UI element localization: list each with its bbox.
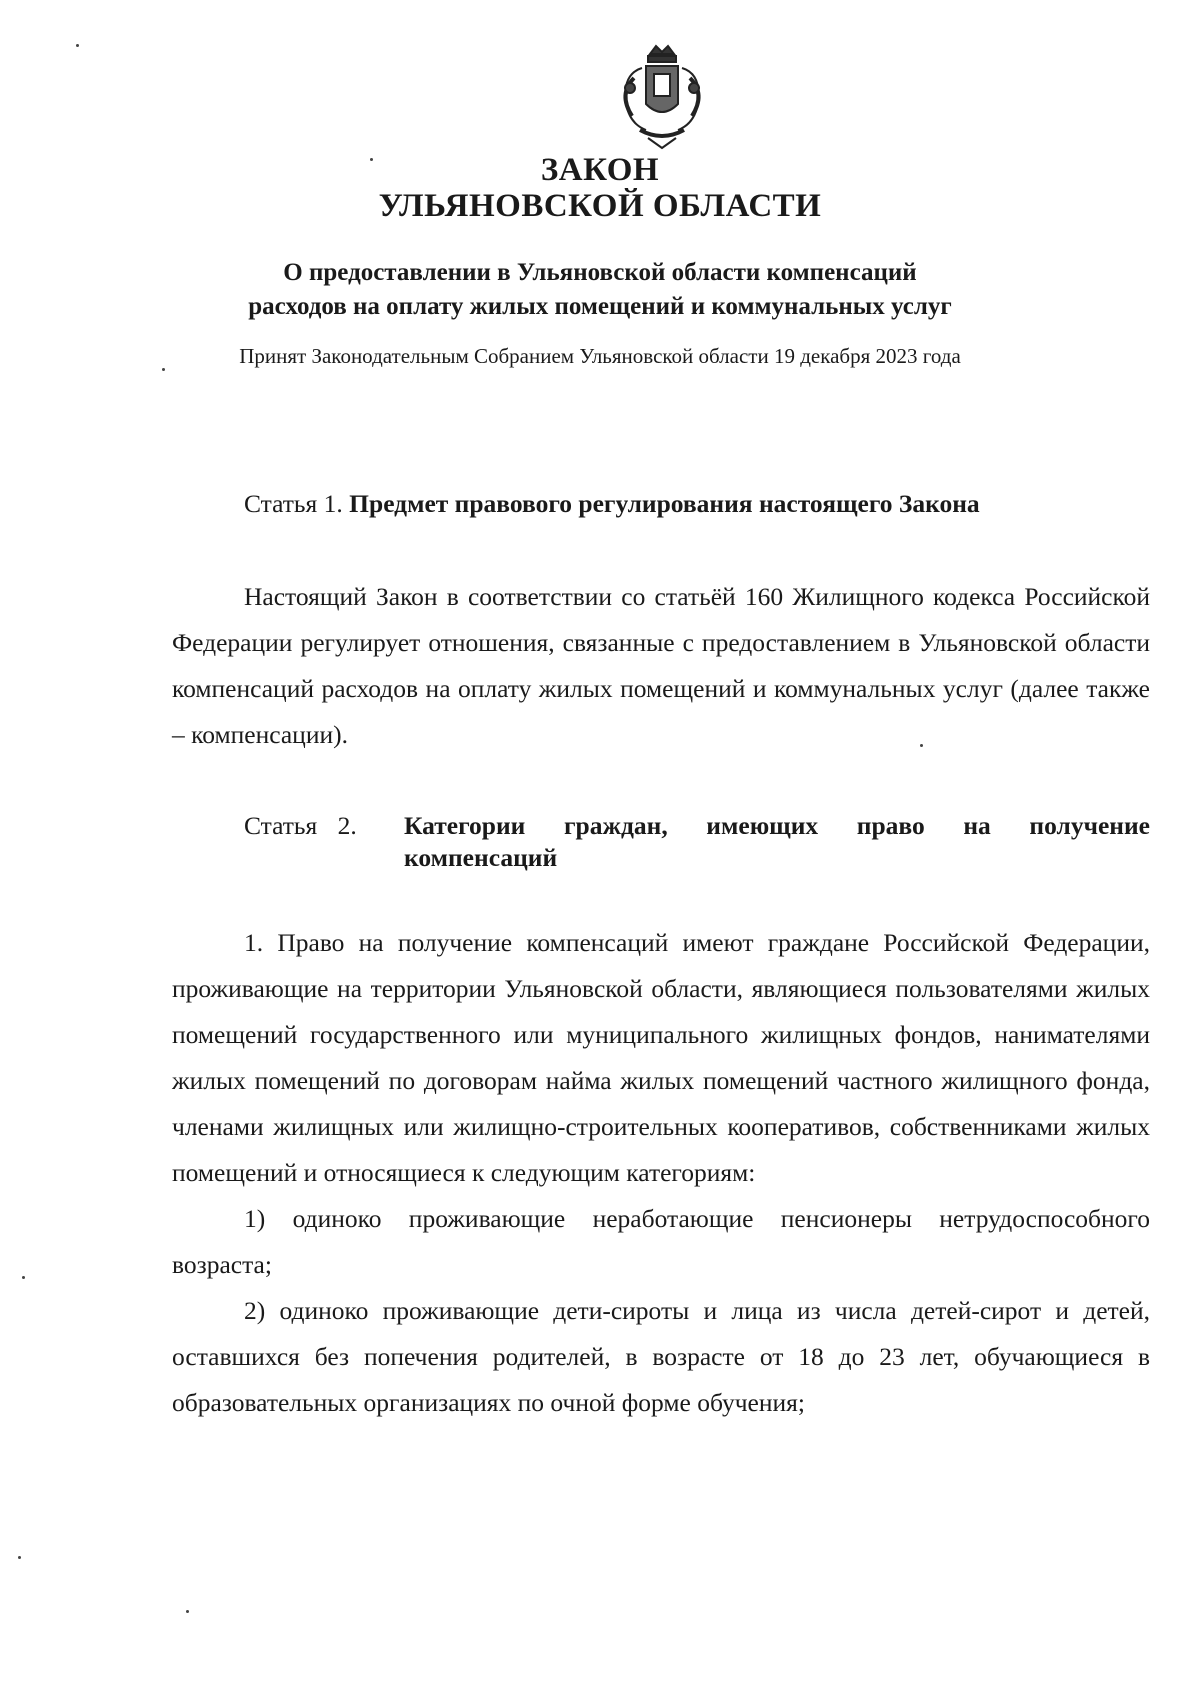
scan-speck (76, 44, 79, 47)
article1-title: Предмет правового регулирования настоящего Закона (349, 489, 980, 518)
law-subtitle-line2: расходов на оплату жилых помещений и коммунальных услуг (248, 293, 952, 320)
article2-label: Статья 2. (244, 811, 357, 840)
article2-title (404, 810, 1150, 874)
law-subtitle-line1: О предоставлении в Ульяновской области компенсаций (283, 259, 917, 286)
coat-of-arms-emblem (612, 44, 712, 152)
scan-speck (920, 744, 923, 747)
article2-title-line1: Категории граждан, имеющих право на получение (404, 811, 1150, 840)
scan-speck (186, 1610, 189, 1613)
scan-speck (22, 1276, 25, 1279)
article2-item1: 1) одиноко проживающие неработающие пенсионеры нетрудоспособного возраста; (172, 1204, 1150, 1279)
scan-speck (370, 158, 373, 161)
adoption-note: Принят Законодательным Собранием Ульяновской области 19 декабря 2023 года (239, 344, 961, 368)
scan-speck (18, 1556, 21, 1559)
article2-heading (244, 810, 1150, 874)
article2-title-line2: компенсаций (404, 843, 558, 872)
article1-body (172, 574, 1150, 758)
law-title: ЗАКОН (540, 152, 660, 188)
article2-body (172, 920, 1150, 1426)
law-region-title: УЛЬЯНОВСКОЙ ОБЛАСТИ (378, 188, 822, 224)
article2-paragraph1: 1. Право на получение компенсаций имеют граждане Российской Федерации, проживающие на территории Ульяновской области, являющиеся пользователями жилых помещений государственного или муниципального жилищных фондов, нанимателями жилых помещений по договорам найма жилых помещений частного жилищного фонда, членами жилищных или жилищно-строительных кооперативов, собственниками жилых помещений и относящиеся к следующим категориям: (172, 928, 1150, 1187)
article1-label: Статья 1. (244, 489, 343, 518)
scan-speck (162, 368, 165, 371)
article2-item2: 2) одиноко проживающие дети-сироты и лица из числа детей-сирот и детей, оставшихся без попечения родителей, в возрасте от 18 до 23 лет, обучающиеся в образовательных организациях по очной форме обучения; (172, 1296, 1150, 1417)
article1-paragraph: Настоящий Закон в соответствии со статьёй 160 Жилищного кодекса Российской Федерации регулирует отношения, связанные с предоставлением в Ульяновской области компенсаций расходов на оплату жилых помещений и коммунальных услуг (далее также – компенсации). (172, 582, 1150, 749)
article1-heading (244, 488, 980, 520)
